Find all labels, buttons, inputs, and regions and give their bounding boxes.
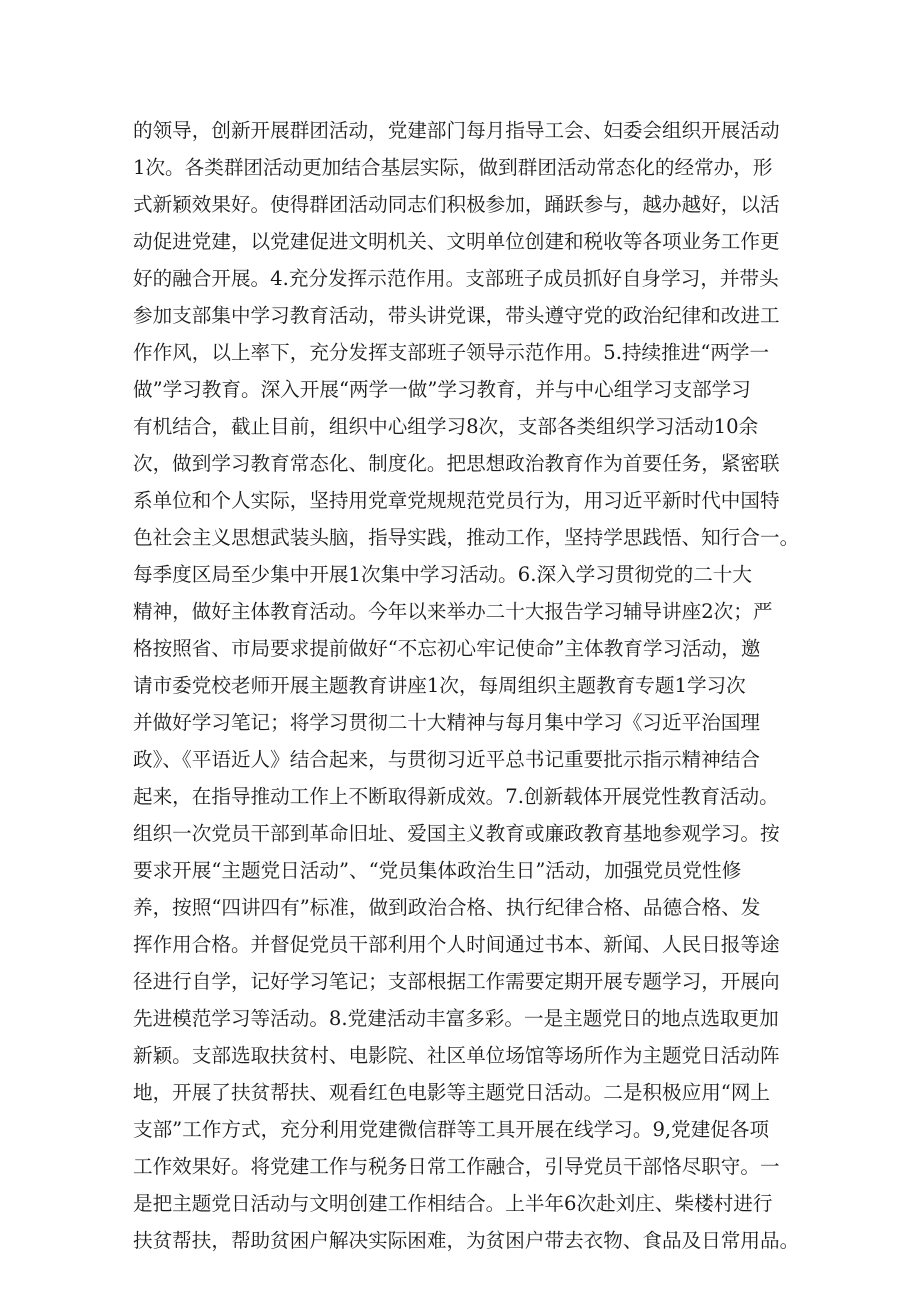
text-line: 色社会主义思想武装头脑，指导实践，推动工作，坚持学思践悟、知行合一。 bbox=[133, 526, 800, 549]
text-line: 每季度区局至少集中开展1次集中学习活动。6.深入学习贯彻党的二十大 bbox=[133, 563, 752, 586]
text-line: 径进行自学，记好学习笔记；支部根据工作需要定期开展专题学习，开展向 bbox=[133, 970, 780, 993]
text-line: 式新颖效果好。使得群团活动同志们积极参加，踊跃参与，越办越好，以活 bbox=[133, 193, 780, 216]
text-line: 次，做到学习教育常态化、制度化。把思想政治教育作为首要任务，紧密联 bbox=[133, 452, 780, 475]
text-line: 是把主题党日活动与文明创建工作相结合。上半年6次赴刘庄、柴楼村进行 bbox=[133, 1192, 773, 1215]
text-line: 作作风，以上率下，充分发挥支部班子领导示范作用。5.持续推进“两学一 bbox=[133, 341, 770, 364]
text-line: 参加支部集中学习教育活动，带头讲党课，带头遵守党的政治纪律和改进工 bbox=[133, 304, 780, 327]
text-line: 有机结合，截止目前，组织中心组学习8次，支部各类组织学习活动10余 bbox=[133, 415, 759, 438]
text-line: 起来，在指导推动工作上不断取得新成效。7.创新载体开展党性教育活动。 bbox=[133, 785, 779, 808]
text-line: 先进模范学习等活动。8.党建活动丰富多彩。一是主题党日的地点选取更加 bbox=[133, 1007, 779, 1030]
text-line: 支部”工作方式，充分利用党建微信群等工具开展在线学习。9,党建促各项 bbox=[133, 1118, 770, 1141]
text-line: 请市委党校老师开展主题教育讲座1次，每周组织主题教育专题1学习次 bbox=[133, 674, 746, 697]
text-line: 扶贫帮扶，帮助贫困户解决实际困难，为贫困户带去衣物、食品及日常用品。 bbox=[133, 1229, 800, 1252]
text-line: 地，开展了扶贫帮扶、观看红色电影等主题党日活动。二是积极应用“网上 bbox=[133, 1081, 771, 1104]
text-line: 组织一次党员干部到革命旧址、爱国主义教育或廉政教育基地参观学习。按 bbox=[133, 822, 780, 845]
text-line: 要求开展“主题党日活动”、“党员集体政治生日”活动，加强党员党性修 bbox=[133, 859, 742, 882]
body-text bbox=[133, 112, 799, 1259]
text-line: 工作效果好。将党建工作与税务日常工作融合，引导党员干部恪尽职守。一 bbox=[133, 1155, 780, 1178]
text-line: 1次。各类群团活动更加结合基层实际，做到群团活动常态化的经常办，形 bbox=[133, 156, 773, 179]
text-line: 养，按照“四讲四有”标准，做到政治合格、执行纪律合格、品德合格、发 bbox=[133, 896, 761, 919]
text-line: 动促进党建，以党建促进文明机关、文明单位创建和税收等各项业务工作更 bbox=[133, 230, 780, 253]
text-line: 的领导，创新开展群团活动，党建部门每月指导工会、妇委会组织开展活动 bbox=[133, 119, 780, 142]
text-line: 新颖。支部选取扶贫村、电影院、社区单位场馆等场所作为主题党日活动阵 bbox=[133, 1044, 780, 1067]
text-line: 做”学习教育。深入开展“两学一做”学习教育，并与中心组学习支部学习 bbox=[133, 378, 751, 401]
text-line: 政》、《平语近人》结合起来，与贯彻习近平总书记重要批示指示精神结合 bbox=[133, 748, 760, 771]
text-line: 格按照省、市局要求提前做好“不忘初心牢记使命”主体教育学习活动，邀 bbox=[133, 637, 761, 660]
text-line: 系单位和个人实际，坚持用党章党规规范党员行为，用习近平新时代中国特 bbox=[133, 489, 780, 512]
text-line: 精神，做好主体教育活动。今年以来举办二十大报告学习辅导讲座2次；严 bbox=[133, 600, 773, 623]
text-line: 挥作用合格。并督促党员干部利用个人时间通过书本、新闻、人民日报等途 bbox=[133, 933, 780, 956]
text-line: 好的融合开展。4.充分发挥示范作用。支部班子成员抓好自身学习，并带头 bbox=[133, 267, 779, 290]
text-line: 并做好学习笔记；将学习贯彻二十大精神与每月集中学习《习近平治国理 bbox=[133, 711, 760, 734]
